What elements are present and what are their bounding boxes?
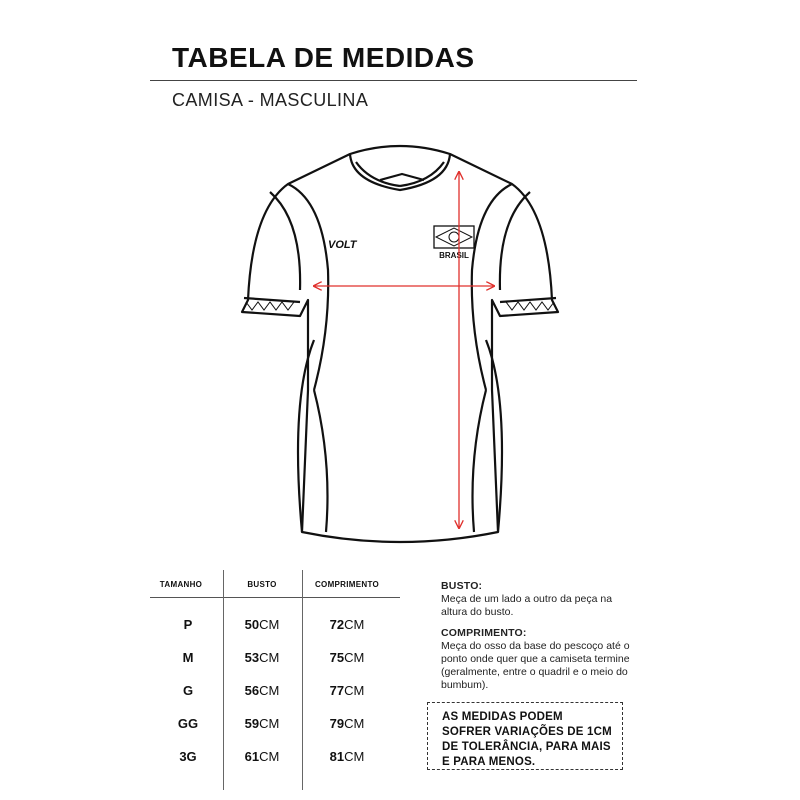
table-column-divider xyxy=(302,570,303,790)
busto-note-text: Meça de um lado a outro da peça na altura do busto. xyxy=(441,593,613,618)
column-header-comprimento: COMPRIMENTO xyxy=(314,580,380,589)
tolerance-warning-line: DE TOLERÂNCIA, PARA MAIS xyxy=(442,741,611,753)
table-header-divider xyxy=(150,597,400,598)
busto-cell: 59CM xyxy=(244,716,280,731)
sleeve-cuff-pattern xyxy=(246,302,554,310)
busto-cell: 50CM xyxy=(244,617,280,632)
column-header-tamanho: TAMANHO xyxy=(159,580,203,589)
svg-text:BRASIL: BRASIL xyxy=(439,251,469,260)
size-cell: G xyxy=(182,683,194,698)
tolerance-warning-line: E PARA MENOS. xyxy=(442,756,536,768)
size-cell: M xyxy=(182,650,194,665)
comprimento-cell: 79CM xyxy=(329,716,365,731)
table-column-divider xyxy=(223,570,224,790)
brasil-badge xyxy=(434,226,474,260)
comprimento-cell: 77CM xyxy=(329,683,365,698)
comprimento-cell: 75CM xyxy=(329,650,365,665)
busto-cell: 61CM xyxy=(244,749,280,764)
tolerance-warning-line: AS MEDIDAS PODEM xyxy=(442,711,563,723)
shirt-diagram xyxy=(230,140,570,550)
size-cell: P xyxy=(183,617,193,632)
comprimento-note-text: Meça do osso da base do pescoço até o ponto onde quer que a camiseta termine (geralmente, entre o quadril e o meio do bumbum). xyxy=(441,640,630,691)
brand-logo: VOLT xyxy=(328,239,357,251)
title-divider xyxy=(150,80,637,81)
busto-cell: 53CM xyxy=(244,650,280,665)
size-cell: GG xyxy=(177,716,199,731)
comprimento-cell: 72CM xyxy=(329,617,365,632)
busto-note-title: BUSTO: xyxy=(441,580,483,592)
tolerance-warning-line: SOFRER VARIAÇÕES DE 1CM xyxy=(442,726,612,738)
column-header-busto: BUSTO xyxy=(247,580,277,589)
busto-cell: 56CM xyxy=(244,683,280,698)
comprimento-note-title: COMPRIMENTO: xyxy=(441,627,527,639)
size-cell: 3G xyxy=(179,749,197,764)
page-subtitle: CAMISA - MASCULINA xyxy=(172,90,369,110)
measurement-notes xyxy=(441,580,641,700)
tolerance-warning-box xyxy=(427,702,623,770)
page-title: TABELA DE MEDIDAS xyxy=(172,42,475,73)
shirt-outline xyxy=(242,146,558,542)
comprimento-cell: 81CM xyxy=(329,749,365,764)
